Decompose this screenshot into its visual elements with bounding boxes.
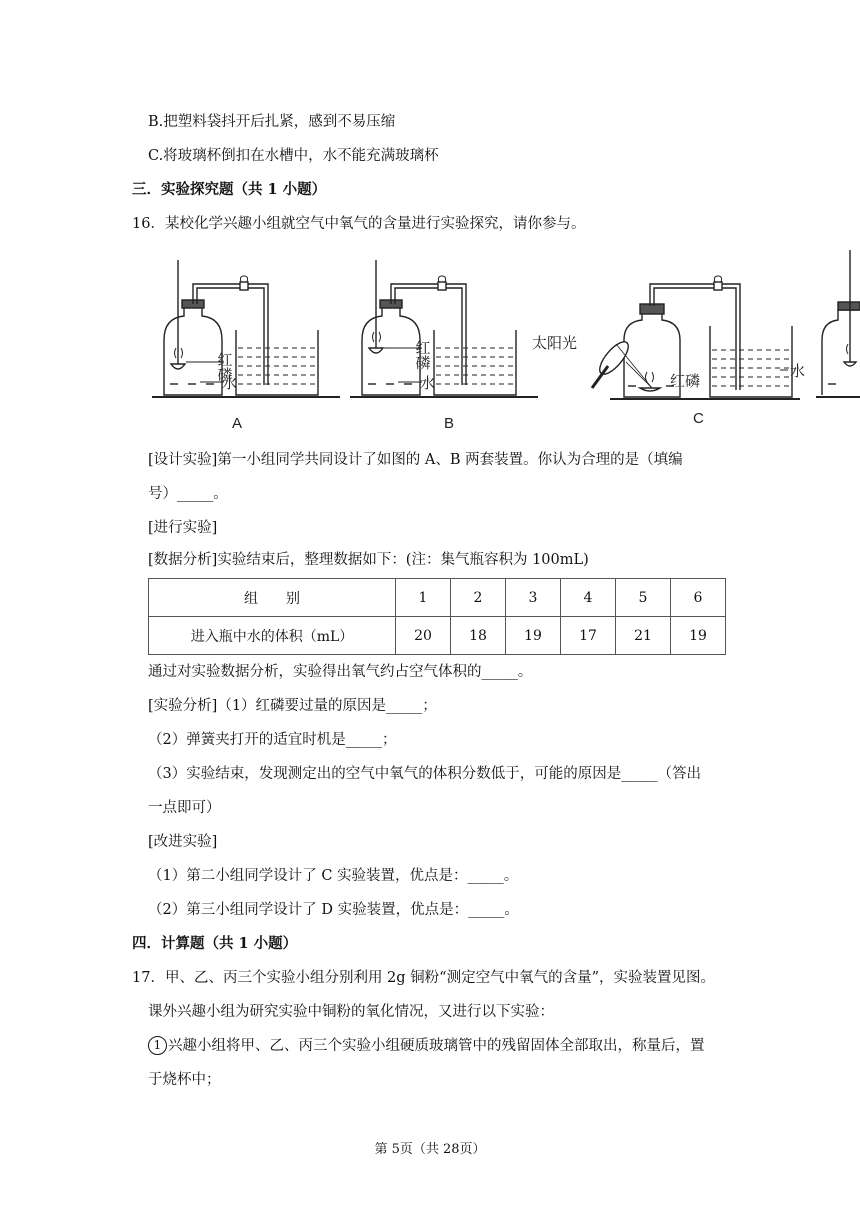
design-line-2: 号）_____。 — [148, 486, 228, 502]
section-4-title: 四．计算题（共 1 小题） — [132, 935, 298, 952]
label-sunlight: 太阳光 — [532, 335, 578, 352]
table-volume-1: 20 — [396, 617, 451, 655]
design-line-1: [设计实验]第一小组同学共同设计了如图的 A、B 两套装置。你认为合理的是（填编 — [148, 452, 683, 468]
label-a: A — [232, 415, 243, 432]
table-group-3: 3 — [506, 579, 561, 617]
label-red-phosphorus-a: 红磷 — [215, 352, 233, 382]
table-volume-4: 17 — [561, 617, 616, 655]
label-water-c: 水 — [790, 363, 806, 380]
table-volume-3: 19 — [506, 617, 561, 655]
apparatus-b — [350, 260, 538, 432]
label-red-phosphorus-c: 红磷 — [670, 373, 701, 390]
label-water-b: 水 — [420, 375, 436, 392]
table-group-5: 5 — [616, 579, 671, 617]
analysis-line-3a: （3）实验结束，发现测定出的空气中氧气的体积分数低于，可能的原因是_____（答出 — [148, 766, 701, 782]
table-header-label: 组 别 — [149, 579, 396, 617]
conduct-heading: [进行实验] — [148, 520, 218, 536]
improve-line-2: （2）第三小组同学设计了 D 实验装置，优点是：_____。 — [148, 902, 519, 918]
improve-line-1: （1）第二小组同学设计了 C 实验装置，优点是：_____。 — [148, 868, 519, 884]
table-group-2: 2 — [451, 579, 506, 617]
data-analysis-line: [数据分析]实验结束后，整理数据如下：(注：集气瓶容积为 100mL) — [148, 552, 589, 568]
apparatus-c — [610, 276, 800, 399]
apparatus-figure — [140, 240, 860, 440]
question-16-stem: 16．某校化学兴趣小组就空气中氧气的含量进行实验探究，请你参与。 — [132, 216, 586, 232]
step-1-text: 兴趣小组将甲、乙、丙三个实验小组硬质玻璃管中的残留固体全部取出，称量后，置 — [168, 1038, 705, 1054]
table-row-volume — [149, 617, 726, 655]
table-group-1: 1 — [396, 579, 451, 617]
label-c: C — [693, 410, 704, 427]
step-number-circle: 1 — [148, 1036, 167, 1055]
table-row-header — [149, 579, 726, 617]
question-17-line-2: 课外兴趣小组为研究实验中铜粉的氧化情况，又进行以下实验： — [148, 1004, 554, 1020]
table-group-6: 6 — [671, 579, 726, 617]
question-17-line-1: 17．甲、乙、丙三个实验小组分别利用 2g 铜粉“测定空气中氧气的含量”，实验装置见图。 — [132, 970, 715, 986]
label-water-a: 水 — [222, 375, 238, 392]
label-red-phosphorus-b: 红磷 — [413, 340, 431, 370]
table-volume-6: 19 — [671, 617, 726, 655]
conclusion-line: 通过对实验数据分析，实验得出氧气约占空气体积的_____。 — [148, 664, 533, 680]
section-3-title: 三．实验探究题（共 1 小题） — [132, 181, 327, 198]
analysis-line-1: [实验分析]（1）红磷要过量的原因是_____； — [148, 698, 437, 714]
question-17-step-1-cont: 于烧杯中； — [148, 1072, 221, 1088]
analysis-line-3b: 一点即可） — [148, 800, 221, 816]
improve-heading: [改进实验] — [148, 834, 218, 850]
data-table — [148, 578, 726, 655]
table-volume-2: 18 — [451, 617, 506, 655]
label-b: B — [444, 415, 455, 432]
apparatus-a — [152, 260, 340, 432]
option-b: B.把塑料袋抖开后扎紧，感到不易压缩 — [148, 114, 396, 130]
page-footer: 第 5页（共 28页） — [374, 1142, 486, 1157]
option-c: C.将玻璃杯倒扣在水槽中，水不能充满玻璃杯 — [148, 148, 439, 164]
analysis-line-2: （2）弹簧夹打开的适宜时机是_____； — [148, 732, 397, 748]
question-17-step-1 — [148, 1036, 705, 1056]
table-row-label: 进入瓶中水的体积（mL） — [149, 617, 396, 655]
table-volume-5: 21 — [616, 617, 671, 655]
table-group-4: 4 — [561, 579, 616, 617]
apparatus-d-partial — [816, 250, 860, 397]
